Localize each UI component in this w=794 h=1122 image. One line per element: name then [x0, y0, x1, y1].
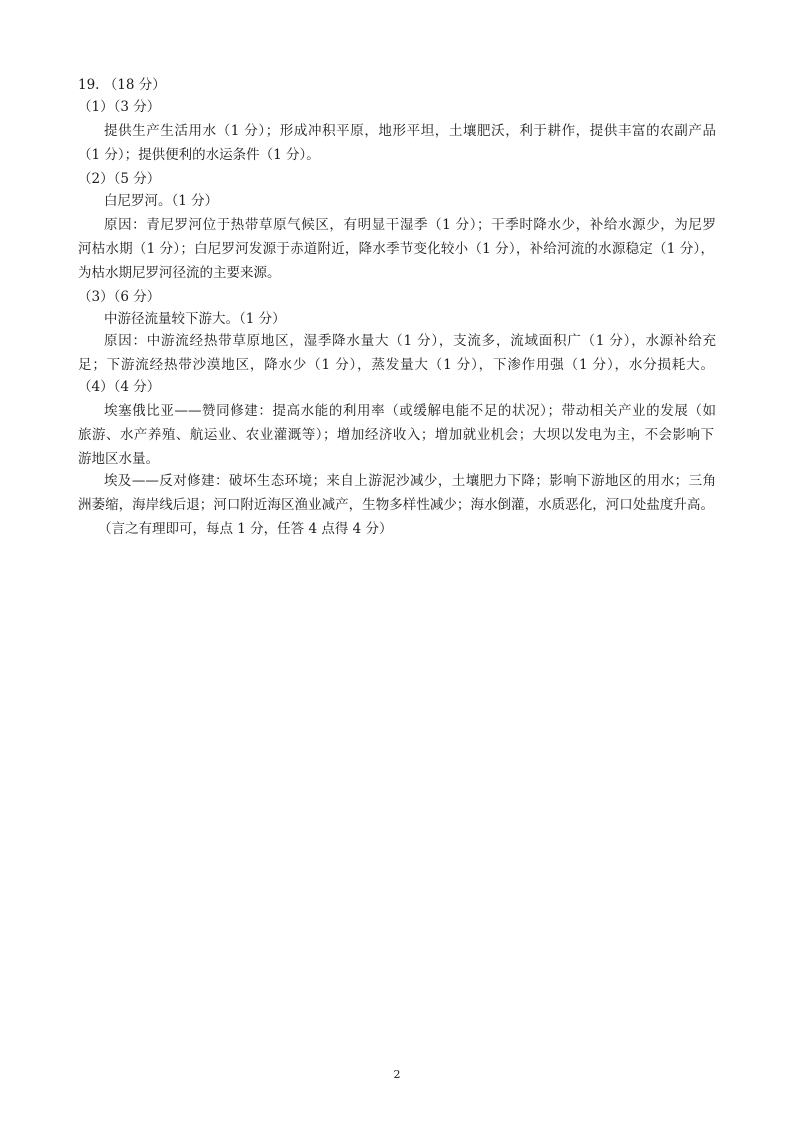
part-2-label: （2）（5 分） [78, 171, 161, 187]
part-2-line-3: 河枯水期（1 分）；白尼罗河发源于赤道附近，降水季节变化较小（1 分），补给河流的水源稳定（1 分）， [78, 241, 714, 257]
part-3-line-2: 原因：中游流经热带草原地区，湿季降水量大（1 分），支流多，流域面积广（1 分），水源补给充 [104, 333, 716, 349]
question-header: 19. （18 分） [78, 77, 166, 93]
part-1-line-1: 提供生产生活用水（1 分）；形成冲积平原，地形平坦，土壤肥沃，利于耕作，提供丰富的农副产品 [104, 123, 716, 139]
part-4-line-1: 埃塞俄比亚——赞同修建：提高水能的利用率（或缓解电能不足的状况）；带动相关产业的发展（如 [104, 403, 716, 419]
part-3-line-1: 中游径流量较下游大。（1 分） [104, 311, 286, 327]
part-4-line-3: 游地区水量。 [78, 451, 159, 467]
part-2-line-2: 原因：青尼罗河位于热带草原气候区，有明显干湿季（1 分）；干季时降水少，补给水源少，为尼罗 [104, 217, 716, 233]
page-number: 2 [393, 1068, 401, 1081]
part-1-line-2: （1 分）；提供便利的水运条件（1 分）。 [78, 147, 320, 163]
part-4-line-2: 旅游、水产养殖、航运业、农业灌溉等）；增加经济收入；增加就业机会；大坝以发电为主，不会影响下 [78, 427, 714, 443]
part-4-line-5: 洲萎缩，海岸线后退；河口附近海区渔业减产，生物多样性减少；海水倒灌，水质恶化，河口处盐度升高。 [78, 497, 714, 513]
part-3-label: （3）（6 分） [78, 289, 161, 305]
scoring-note: （言之有理即可，每点 1 分，任答 4 点得 4 分） [98, 521, 393, 537]
part-2-line-1: 白尼罗河。（1 分） [104, 193, 219, 209]
part-1-label: （1）（3 分） [78, 99, 161, 115]
part-2-line-4: 为枯水期尼罗河径流的主要来源。 [78, 265, 281, 281]
part-4-label: （4）（4 分） [78, 379, 161, 395]
part-4-line-4: 埃及——反对修建：破坏生态环境；来自上游泥沙减少，土壤肥力下降；影响下游地区的用水；三角 [104, 473, 716, 489]
part-3-line-3: 足；下游流经热带沙漠地区，降水少（1 分），蒸发量大（1 分），下渗作用强（1 分），水分损耗大。 [78, 357, 714, 373]
